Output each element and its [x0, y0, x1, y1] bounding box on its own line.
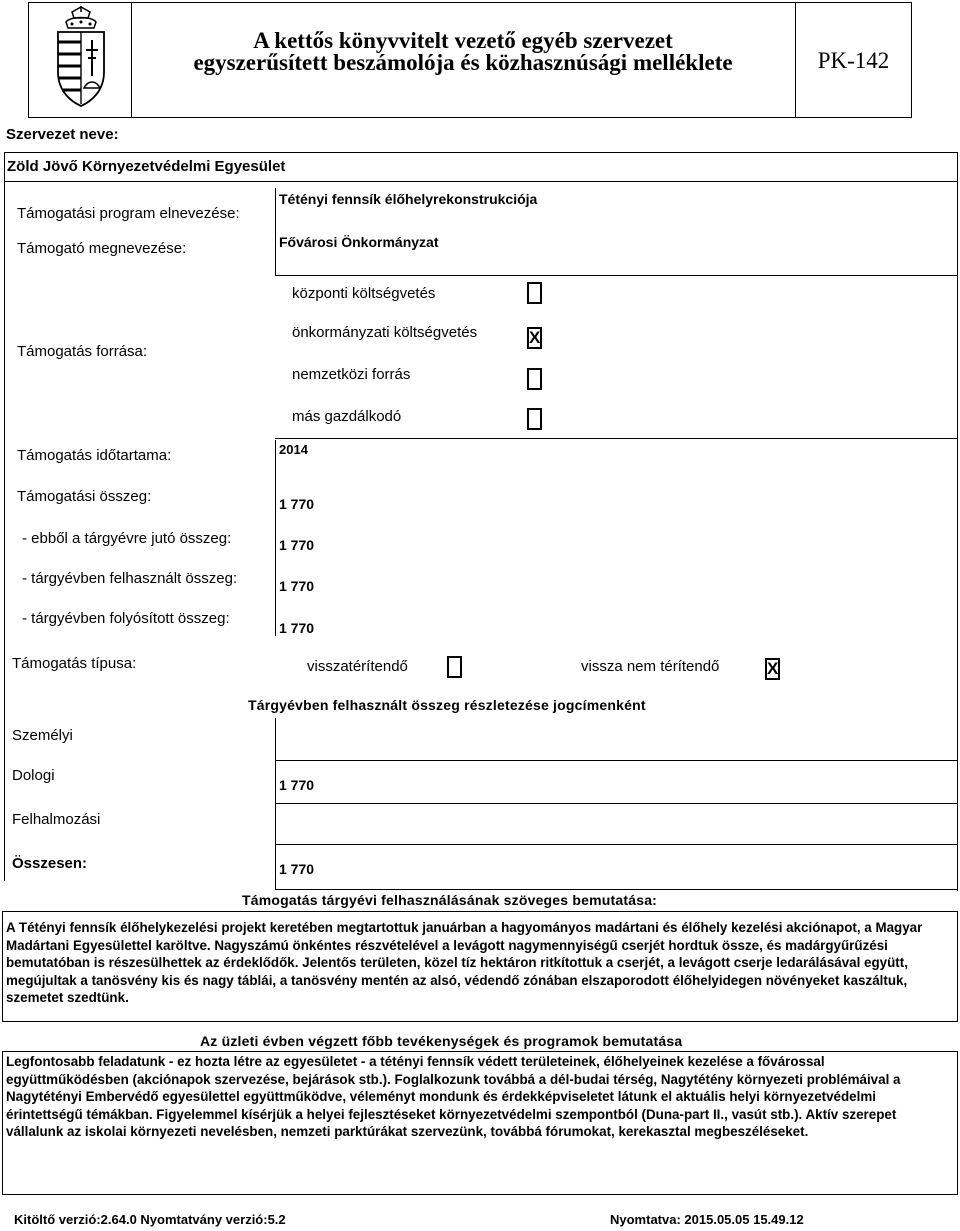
program-name-value: Tétényi fennsík élőhelyrekonstrukciója	[279, 191, 538, 207]
org-name-value: Zöld Jövő Környezetvédelmi Egyesület	[7, 158, 286, 175]
checkbox-other-business[interactable]	[527, 408, 542, 430]
paid-amount-value: 1 770	[279, 620, 315, 636]
program-name-label: Támogatási program elnevezése:	[17, 205, 240, 222]
current-year-amount-label: - ebből a tárgyévre jutó összeg:	[22, 530, 232, 547]
used-amount-label: - tárgyévben felhasznált összeg:	[22, 570, 238, 587]
source-option-central: központi költségvetés	[292, 285, 436, 302]
checkbox-municipal-budget[interactable]	[527, 327, 542, 349]
duration-value: 2014	[279, 442, 308, 457]
paid-amount-label: - tárgyévben folyósított összeg:	[22, 610, 230, 627]
usage-description-title: Támogatás tárgyévi felhasználásának szöveges bemutatása:	[242, 892, 658, 908]
supporter-value: Fővárosi Önkormányzat	[279, 234, 439, 250]
form-title-line-2: egyszerűsített beszámolója és közhasznúsági melléklete	[193, 50, 733, 75]
type-refundable-label: visszatérítendő	[307, 658, 408, 675]
material-costs-value: 1 770	[279, 777, 315, 793]
activities-text: Legfontosabb feladatunk - ez hozta létre az egyesületet - a tétényi fennsík védett területeinek, élőhelyeinek kezelése a fővárossal együttműködésben (akciónapok szervezése, bejárások stb.). Foglalkozunk továbbá a dél-budai térség, Nagytétény környezeti problémáival a Nagytétényi Embervédő egyesülettel együttműködve, véleményt mondunk és érdekképviseletet látunk el aktuális helyi környezetvédelmi érintettségű témákban. Figyelemmel kísérjük a helyei fejlesztéseket környezetvédelmi szempontból (Duna-part II., vasút stb.). Aktív szerepet vállalunk az iskolai környezeti nevelésben, nemzeti parktúrákat szervezünk, továbbá fórumokat, kerekasztal megbeszéléseket.	[6, 1054, 901, 1140]
org-name-label: Szervezet neve:	[6, 126, 119, 143]
checkbox-refundable[interactable]	[447, 656, 462, 678]
checkbox-central-budget[interactable]	[527, 282, 542, 304]
checkbox-nonrefundable[interactable]	[765, 658, 780, 680]
source-option-other-business: más gazdálkodó	[292, 408, 402, 425]
personal-costs-label: Személyi	[12, 727, 73, 744]
print-timestamp: Nyomtatva: 2015.05.05 15.49.12	[610, 1212, 804, 1227]
duration-label: Támogatás időtartama:	[17, 447, 172, 464]
current-year-amount-value: 1 770	[279, 537, 315, 553]
used-amount-value: 1 770	[279, 578, 315, 594]
support-type-label: Támogatás típusa:	[12, 655, 137, 672]
total-value: 1 770	[279, 861, 315, 877]
source-option-international: nemzetközi forrás	[292, 366, 411, 383]
form-title-line-1: A kettős könyvvitelt vezető egyéb szervezet	[253, 28, 673, 53]
support-source-label: Támogatás forrása:	[17, 343, 148, 360]
version-info: Kitöltő verzió:2.64.0 Nyomtatvány verzió:5.2	[14, 1212, 286, 1227]
checkbox-international-source[interactable]	[527, 368, 542, 390]
breakdown-title: Tárgyévben felhasznált összeg részletezése jogcímenként	[248, 697, 646, 713]
usage-description-text: A Tétényi fennsík élőhelykezelési projekt keretében megtartottuk januárban a hagyományos madártani és élőhely kezelési akciónapot, a Magyar Madártani Egyesülettel karöltve. Nagyszámú önkéntes részvételével a levágott nagymennyiségű cserjét hordtuk össze, és madárgyűrűzési bemutatóban is részesülhettek az érdeklődők. Jelentős területen, közel tíz hektáron ritkítottuk a cserjét, a levágott cserje ledarálásával együtt, megújultak a tanösvény kis és nagy táblái, a tanösvény mentén az alsó, védendő zónában elszaporodott élőhelyidegen növényeket kaszáltuk, szemetet szedtünk.	[6, 920, 923, 1006]
source-option-municipal: önkormányzati költségvetés	[292, 324, 478, 341]
amount-value: 1 770	[279, 496, 315, 512]
type-nonrefundable-label: vissza nem térítendő	[581, 658, 720, 675]
supporter-label: Támogató megnevezése:	[17, 240, 187, 257]
total-label: Összesen:	[12, 855, 88, 872]
activities-title: Az üzleti évben végzett főbb tevékenységek és programok bemutatása	[200, 1033, 683, 1049]
capital-costs-label: Felhalmozási	[12, 811, 101, 828]
form-code: PK-142	[817, 48, 890, 73]
coat-of-arms-emblem	[50, 6, 112, 110]
material-costs-label: Dologi	[12, 767, 55, 784]
amount-label: Támogatási összeg:	[17, 488, 152, 505]
